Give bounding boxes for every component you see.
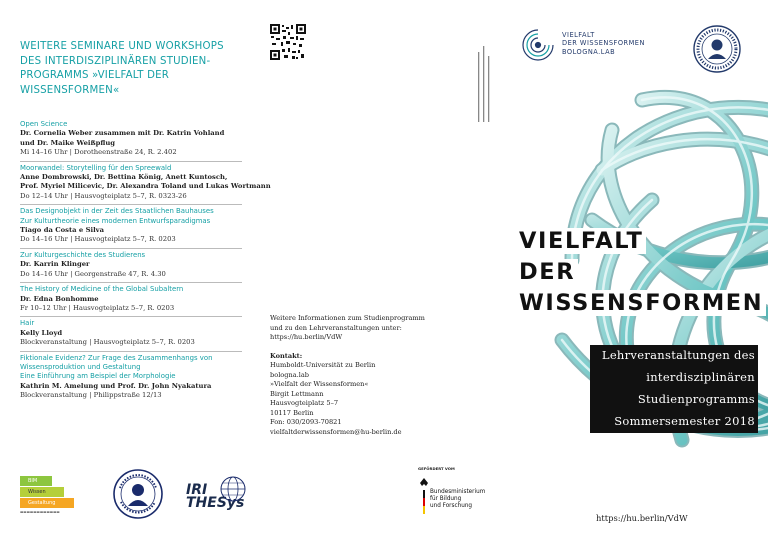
section-heading: WEITERE SEMINARE UND WORKSHOPS DES INTERDISZIPLINÄREN STUDIEN- PROGRAMMS »VIELFALT DER WISSENSFORMEN« xyxy=(20,41,224,96)
event-when: Blockveranstaltung | Hausvogteiplatz 5–7, R. 0203 xyxy=(20,338,195,347)
middle-panel xyxy=(256,0,436,544)
event-people: Dr. Cornelia Weber zusammen mit Dr. Katrin Vohland xyxy=(20,129,225,138)
event-people: und Dr. Maike Weißpflug xyxy=(20,138,116,147)
event-title: Zur Kulturgeschichte des Studierens xyxy=(20,250,146,259)
bim-logo: BIM Wissen Gestaltung ▬▬▬▬▬▬▬▬▬▬▬▬ xyxy=(20,476,78,516)
main-title: VIELFALT DER WISSENSFORMEN xyxy=(518,226,766,319)
right-panel xyxy=(418,0,768,544)
event-title: Moorwandel: Storytelling für den Spreewald xyxy=(20,163,172,172)
event-when: Do 12–14 Uhr | Hausvogteiplatz 5–7, R. 0323-26 xyxy=(20,191,187,200)
event-people: Dr. Karrin Klinger xyxy=(20,260,90,269)
event-people: Prof. Myriel Milicevic, Dr. Alexandra Toland und Lukas Wortmann xyxy=(20,182,271,191)
contact-info: Weitere Informationen zum Studienprogramm und zu den Lehrveranstaltungen unter: https://hu.berlin/VdW Kontakt: Humboldt-Universität zu Berlin bologna.lab »Vielfalt der Wissensformen« Birgit Lettmann Hausvogteiplatz 5–7 10117 Berlin Fon: 030/2093-70821 vielfaltderwissensformen@hu-berlin.de xyxy=(270,314,440,437)
event-item xyxy=(20,205,242,249)
event-when: Do 14–16 Uhr | Georgenstraße 47, R. 4.30 xyxy=(20,269,166,278)
email-link[interactable]: vielfaltderwissensformen@hu-berlin.de xyxy=(270,427,402,436)
event-title: Open Science xyxy=(20,120,68,128)
humboldt-university-seal xyxy=(692,24,742,74)
left-panel xyxy=(0,0,271,544)
event-item xyxy=(20,317,242,351)
website-link[interactable]: https://hu.berlin/VdW xyxy=(596,513,688,523)
event-title: Fiktionale Evidenz? Zur Frage des Zusammenhangs von xyxy=(20,353,213,362)
iri-thesys-logo: IRI THESys xyxy=(186,474,252,520)
program-link[interactable]: https://hu.berlin/VdW xyxy=(270,333,343,341)
phone-number: Fon: 030/2093-70821 xyxy=(270,418,342,426)
event-subtitle: Eine Einführung am Beispiel der Morphologie xyxy=(20,372,176,381)
event-people: Anne Dombrowski, Dr. Bettina König, Anett Kuntosch, xyxy=(20,173,228,182)
event-title: The History of Medicine of the Global Subaltern xyxy=(20,285,184,294)
event-item xyxy=(20,162,271,206)
bologna-circles-icon xyxy=(520,28,556,62)
event-item xyxy=(20,249,242,283)
globe-icon xyxy=(218,474,248,504)
event-people: Kathrin M. Amelung und Prof. Dr. John Nyakatura xyxy=(20,381,212,390)
event-title: Hair xyxy=(20,319,35,328)
event-subtitle: Zur Kulturtheorie eines modernen Entwurfsparadigmas xyxy=(20,216,211,225)
event-list xyxy=(20,118,271,404)
event-people: Dr. Edna Bonhomme xyxy=(20,294,99,303)
event-item xyxy=(20,118,242,162)
partner-logos xyxy=(16,468,246,522)
subtitle-block: Lehrveranstaltungen des interdisziplinären Studienprogramms Sommersemester 2018 xyxy=(590,345,758,433)
event-when: Mi 14–16 Uhr | Dorotheenstraße 24, R. 2.402 xyxy=(20,148,177,157)
event-when: Fr 10–12 Uhr | Hausvogteiplatz 5–7, R. 0203 xyxy=(20,303,175,312)
event-item xyxy=(20,283,242,317)
event-when: Blockveranstaltung | Philippstraße 12/13 xyxy=(20,391,162,400)
event-title: Wissensproduktion und Gestaltung xyxy=(20,362,141,371)
event-title: Das Designobjekt in der Zeit des Staatlichen Bauhauses xyxy=(20,207,214,216)
qr-code-icon xyxy=(270,24,306,60)
event-when: Do 14–16 Uhr | Hausvogteiplatz 5–7, R. 0203 xyxy=(20,235,176,244)
eagle-flag-icon xyxy=(418,476,430,516)
bologna-lab-logo: VIELFALT DER WISSENSFORMEN BOLOGNA.LAB xyxy=(520,28,630,62)
seal-logo xyxy=(112,468,164,520)
event-item xyxy=(20,352,242,404)
event-people: Tiago da Costa e Silva xyxy=(20,226,105,235)
event-people: Kelly Lloyd xyxy=(20,328,63,337)
bmbf-logo: GEFÖRDERT VOM Bundesministerium für Bildung und Forschung xyxy=(416,466,504,522)
contact-label: Kontakt: xyxy=(270,351,303,360)
